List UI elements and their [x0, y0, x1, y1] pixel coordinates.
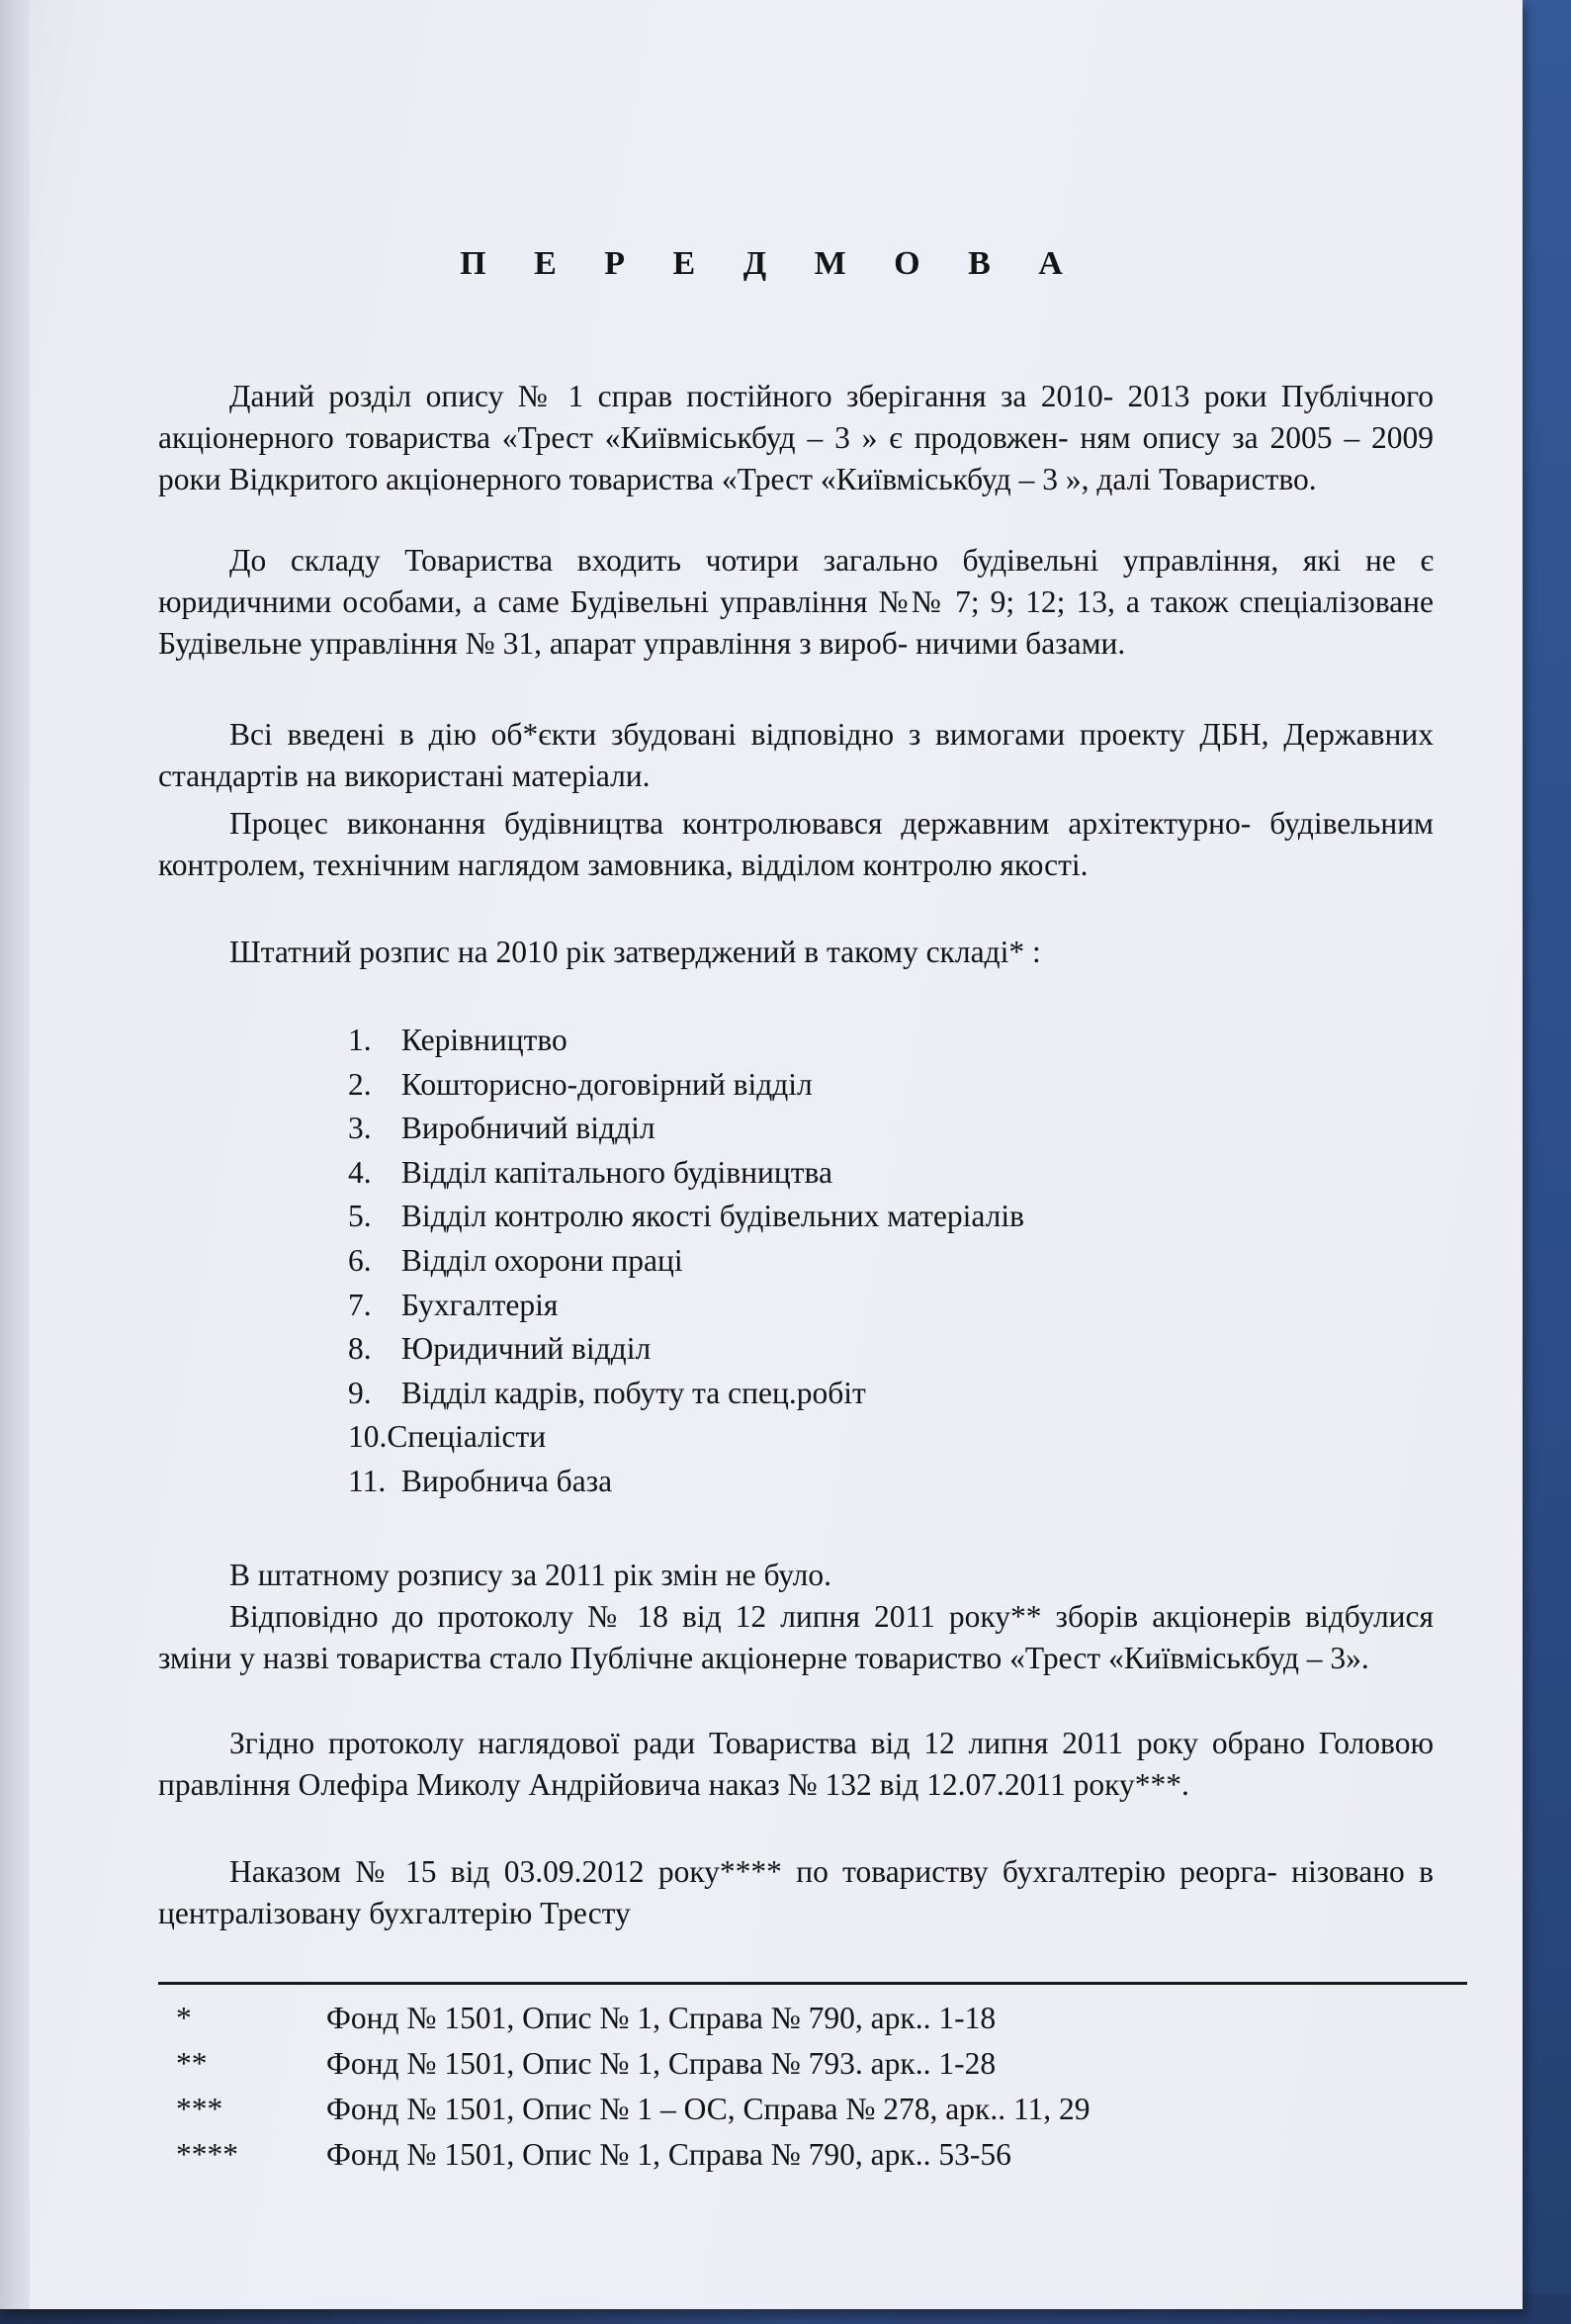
document-title: П Е Р Е Д М О В А — [460, 245, 1083, 282]
list-item: 9. Відділ кадрів, побуту та спец.робіт — [348, 1375, 866, 1410]
paragraph-staffing-intro: Штатний розпис на 2010 рік затверджений в такому складі* : — [229, 935, 1041, 969]
staff-list — [348, 1019, 1024, 1504]
list-item: 4. Відділ капітального будівництва — [348, 1154, 832, 1190]
paragraph-accounting: Наказом № 15 від 03.09.2012 року**** по товариству бухгалтерію реорга- нізовано в централізовану бухгалтерію Тресту — [158, 1854, 1434, 1930]
list-item: 7. Бухгалтерія — [348, 1287, 559, 1322]
paragraph-standards: Всі введені в дію об*єкти збудовані відповідно з вимогами проекту ДБН, Державних стандартів на використані матеріали. — [158, 717, 1434, 793]
paragraph-rename: Відповідно до протоколу № 18 від 12 липня 2011 року** зборів акціонерів відбулися зміни у назві товариства стало Публічне акціонерне товариство «Трест «Київміськбуд – 3». — [158, 1599, 1434, 1675]
list-item: 1. Керівництво — [348, 1023, 567, 1057]
footnote — [176, 2087, 1362, 2132]
footnote-divider — [158, 1982, 1467, 1985]
list-item: 6. Відділ охорони праці — [348, 1242, 683, 1278]
footnote-mark: *** — [176, 2092, 223, 2126]
paragraph-chairman: Згідно протоколу наглядової ради Товариства від 12 липня 2011 року обрано Головою правління Олефіра Миколу Андрійовича наказ № 132 від 12.07.2011 року***. — [158, 1726, 1434, 1802]
paragraph-control: Процес виконання будівництва контролювався державним архітектурно- будівельним контролем, технічним наглядом замовника, відділом контролю якості. — [158, 806, 1434, 882]
binding-gutter — [0, 0, 30, 2309]
list-item: 2. Кошторисно-договірний відділ — [348, 1066, 813, 1102]
paragraph-intro: Даний розділ опису № 1 справ постійного зберігання за 2010- 2013 роки Публічного акціонерного товариства «Трест «Київміськбуд – 3 » є продовжен- ням опису за 2005 – 2009 роки Відкритого акціонерного товариства «Трест «Київміськбуд – 3 », далі Товариство. — [158, 379, 1434, 496]
list-item: 5. Відділ контролю якості будівельних матеріалів — [348, 1199, 1025, 1234]
footnote — [176, 1996, 1362, 2041]
list-item: 8. Юридичний відділ — [348, 1331, 652, 1367]
footnote — [176, 2041, 1362, 2087]
list-item: 10.Спеціалісти — [348, 1419, 547, 1455]
footnote — [176, 2132, 1362, 2178]
paragraph-2011-unchanged: В штатному розпису за 2011 рік змін не було. — [229, 1558, 831, 1592]
footnotes — [176, 1996, 1362, 2178]
footnote-text: Фонд № 1501, Опис № 1, Справа № 790, арк.. 53-56 — [326, 2137, 1011, 2172]
list-item: 3. Виробничий відділ — [348, 1111, 655, 1146]
paragraph-composition: До складу Товариства входить чотири загально будівельні управління, які не є юридичними особами, а саме Будівельні управління №№ 7; 9; 12; 13, а також спеціалізоване Будівельне управління № 31, апарат управління з вироб- ничими базами. — [158, 543, 1434, 661]
footnote-mark: **** — [176, 2137, 238, 2172]
footnote-mark: ** — [176, 2046, 208, 2081]
footnote-text: Фонд № 1501, Опис № 1, Справа № 790, арк.. 1-18 — [326, 2001, 997, 2035]
footnote-text: Фонд № 1501, Опис № 1, Справа № 793. арк.. 1-28 — [326, 2046, 997, 2081]
list-item: 11. Виробнича база — [348, 1463, 613, 1498]
footnote-text: Фонд № 1501, Опис № 1 – ОС, Справа № 278, арк.. 11, 29 — [326, 2092, 1091, 2126]
footnote-mark: * — [176, 2001, 192, 2035]
